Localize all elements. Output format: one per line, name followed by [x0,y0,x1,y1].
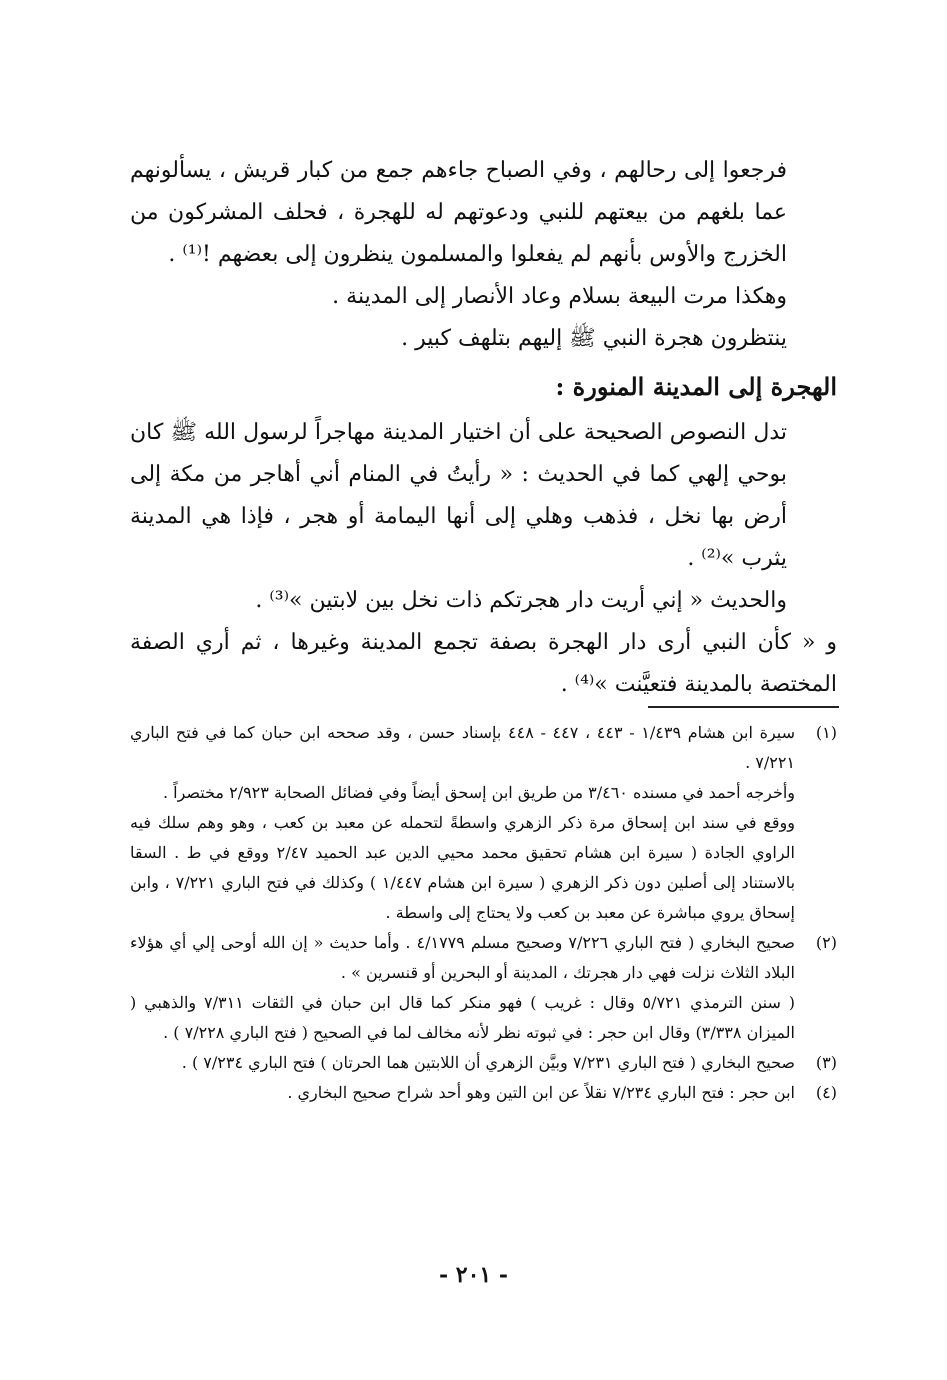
footnote-text: ابن حجر : فتح الباري ٧/٢٣٤ نقلاً عن ابن التين وهو أحد شراح صحيح البخاري . [287,1083,795,1102]
paragraph-4: تدل النصوص الصحيحة على أن اختيار المدينة مهاجراً لرسول الله ﷺ كان بوحي إلهي كما في الحديث : « رأيتُ في المنام أني أهاجر من مكة إلى أرض بها نخل ، فذهب وهلي إلى أنها اليمامة أو هجر ، فإذا هي المدينة يثرب »⁽²⁾ . [130,420,787,571]
footnote-body [130,1078,795,1108]
footnote-4 [130,1078,837,1108]
footnote-number: (١) [815,723,837,742]
footnote-text: وأخرجه أحمد في مسنده ٣/٤٦٠ من طريق ابن إسحق أيضاً وفي فضائل الصحابة ٢/٩٢٣ مختصراً . [162,783,795,802]
footnote-number: (٤) [815,1083,837,1102]
footnote-number: (٢) [815,933,837,952]
footnote-body [130,1048,795,1078]
footnote-text: سيرة ابن هشام ١/٤٣٩ - ٤٤٣ ، ٤٤٧ - ٤٤٨ بإسناد حسن ، وقد صححه ابن حبان كما في فتح الباري ٧/٢٢١ . [130,723,796,772]
main-text [130,150,837,706]
paragraph-1: فرجعوا إلى رحالهم ، وفي الصباح جاءهم جمع من كبار قريش ، يسألونهم عما بلغهم من بيعتهم للنبي ودعوتهم له للهجرة ، فحلف المشركون من الخزرج والأوس بأنهم لم يفعلوا والمسلمون ينظرون إلى بعضهم !⁽¹⁾ . [130,158,787,267]
paragraph-3: ينتظرون هجرة النبي ﷺ إليهم بتلهف كبير . [401,326,787,351]
footnotes [130,718,837,1108]
footnote-text: ووقع في سند ابن إسحاق مرة ذكر الزهري واسطةً لتحمله عن معبد بن كعب ، وهو وهم سلك فيه الراوي الجادة ( سيرة ابن هشام تحقيق محمد محيي الدين عبد الحميد ٢/٤٧ ووقع في ط . السقا بالاستناد إلى أصلين دون ذكر الزهري ( سيرة ابن هشام ١/٤٤٧ ) وكذلك في فتح الباري ٧/٢٢١ ، وابن إسحاق يروي مباشرة عن معبد بن كعب ولا يحتاج إلى واسطة . [130,813,796,922]
footnote-text: ( سنن الترمذي ٥/٧٢١ وقال : غريب ) فهو منكر كما قال ابن حبان في الثقات ٧/٣١١ والذهبي ( الميزان ٣/٣٣٨) وقال ابن حجر : في ثبوته نظر لأنه مخالف لما في الصحيح ( فتح الباري ٧/٢٢٨ ) . [130,993,795,1042]
paragraph-2: وهكذا مرت البيعة بسلام وعاد الأنصار إلى المدينة . [332,284,787,309]
page-number: - ٢٠١ - [438,1262,509,1288]
footnote-3 [130,1048,837,1078]
footnote-separator [648,706,839,708]
footnote-2 [130,928,837,1048]
section-heading: الهجرة إلى المدينة المنورة : [555,372,837,401]
footnote-1 [130,718,837,928]
footnote-text: صحيح البخاري ( فتح الباري ٧/٢٢٦ وصحيح مسلم ٤/١٧٧٩ . وأما حديث « إن الله أوحى إلي أي هؤلاء البلاد الثلاث نزلت فهي دار هجرتك ، المدينة أو البحرين أو قنسرين » . [130,933,795,982]
paragraph-5: والحديث « إني أريت دار هجرتكم ذات نخل بين لابتين »⁽³⁾ . [255,588,787,613]
footnote-text: صحيح البخاري ( فتح الباري ٧/٢٣١ وبيَّن الزهري أن اللابتين هما الحرتان ) فتح الباري ٧/٢٣٤ ) . [181,1053,795,1072]
footnote-body [130,928,795,1048]
paragraph-6: و « كأن النبي أرى دار الهجرة بصفة تجمع المدينة وغيرها ، ثم أري الصفة المختصة بالمدينة فتعيَّنت »⁽⁴⁾ . [130,630,837,697]
footnote-body [130,718,795,928]
footnote-number: (٣) [815,1053,837,1072]
